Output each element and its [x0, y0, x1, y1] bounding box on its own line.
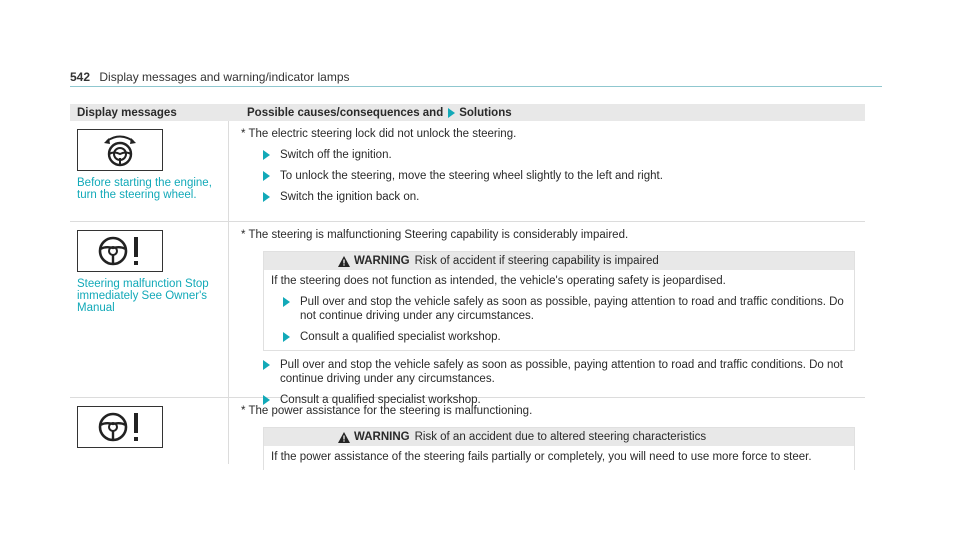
causes-cell [229, 121, 865, 221]
table-row [70, 121, 865, 222]
display-message-caption: Before starting the engine, turn the steering wheel. [77, 177, 212, 201]
warning-body [264, 270, 854, 350]
warning-step: Consult a qualified specialist workshop. [271, 330, 847, 344]
cause-text: * The power assistance for the steering is malfunctioning. [241, 405, 533, 417]
action-arrow-icon [283, 297, 290, 307]
warning-text: If the power assistance of the steering fails partially or completely, you will need to use more force to steer. [271, 451, 812, 463]
action-arrow-icon [448, 108, 455, 118]
action-arrow-icon [263, 192, 270, 202]
col-causes-solutions [229, 107, 865, 119]
table-header [70, 104, 865, 121]
col2-header-text: Possible causes/consequences and [247, 106, 444, 119]
causes-cell [229, 398, 865, 464]
action-arrow-icon [263, 171, 270, 181]
solution-step: Switch off the ignition. [239, 148, 855, 162]
display-message-caption: Steering malfunction Stop immediately See Owner's Manual [77, 278, 209, 314]
header-rule [70, 86, 882, 87]
warning-header [264, 252, 854, 270]
warning-header [264, 428, 854, 446]
solution-step: Pull over and stop the vehicle safely as soon as possible, paying attention to road and traffic conditions. Do not continue driving under any circumstances. [239, 358, 855, 386]
warning-step: Pull over and stop the vehicle safely as soon as possible, paying attention to road and traffic conditions. Do not continue driving under any circumstances. [271, 295, 847, 323]
col-display-messages: Display messages [77, 106, 177, 119]
warning-body [264, 446, 854, 470]
page-title: Display messages and warning/indicator lamps [99, 70, 350, 84]
action-arrow-icon [283, 332, 290, 342]
steering-malfunction-icon [77, 406, 163, 448]
solution-step: Consult a qualified specialist workshop. [239, 393, 855, 407]
table-row [70, 222, 865, 406]
table-row [70, 398, 865, 464]
warning-title: Risk of an accident due to altered steering characteristics [414, 431, 707, 443]
display-message-cell [70, 121, 229, 221]
causes-cell [229, 222, 865, 406]
messages-table [70, 104, 865, 464]
solution-step: Switch the ignition back on. [239, 190, 855, 204]
warning-label: WARNING [354, 255, 410, 267]
page-number: 542 [70, 70, 91, 84]
warning-triangle-icon [338, 256, 350, 267]
col2-header-solutions: Solutions [459, 106, 512, 119]
cause-text: * The electric steering lock did not unlock the steering. [241, 128, 517, 140]
action-arrow-icon [263, 150, 270, 160]
solution-step: To unlock the steering, move the steering wheel slightly to the left and right. [239, 169, 855, 183]
warning-box [263, 251, 855, 351]
warning-text: If the steering does not function as intended, the vehicle's operating safety is jeopardised. [271, 275, 726, 287]
display-message-cell [70, 222, 229, 397]
warning-label: WARNING [354, 431, 410, 443]
warning-triangle-icon [338, 432, 350, 443]
warning-box [263, 427, 855, 470]
action-arrow-icon [263, 360, 270, 370]
steering-lock-icon [77, 129, 163, 171]
cause-text: * The steering is malfunctioning Steering capability is considerably impaired. [241, 229, 629, 241]
steering-malfunction-icon [77, 230, 163, 272]
display-message-cell [70, 398, 229, 464]
warning-title: Risk of accident if steering capability is impaired [414, 255, 659, 267]
page-header [70, 70, 865, 84]
